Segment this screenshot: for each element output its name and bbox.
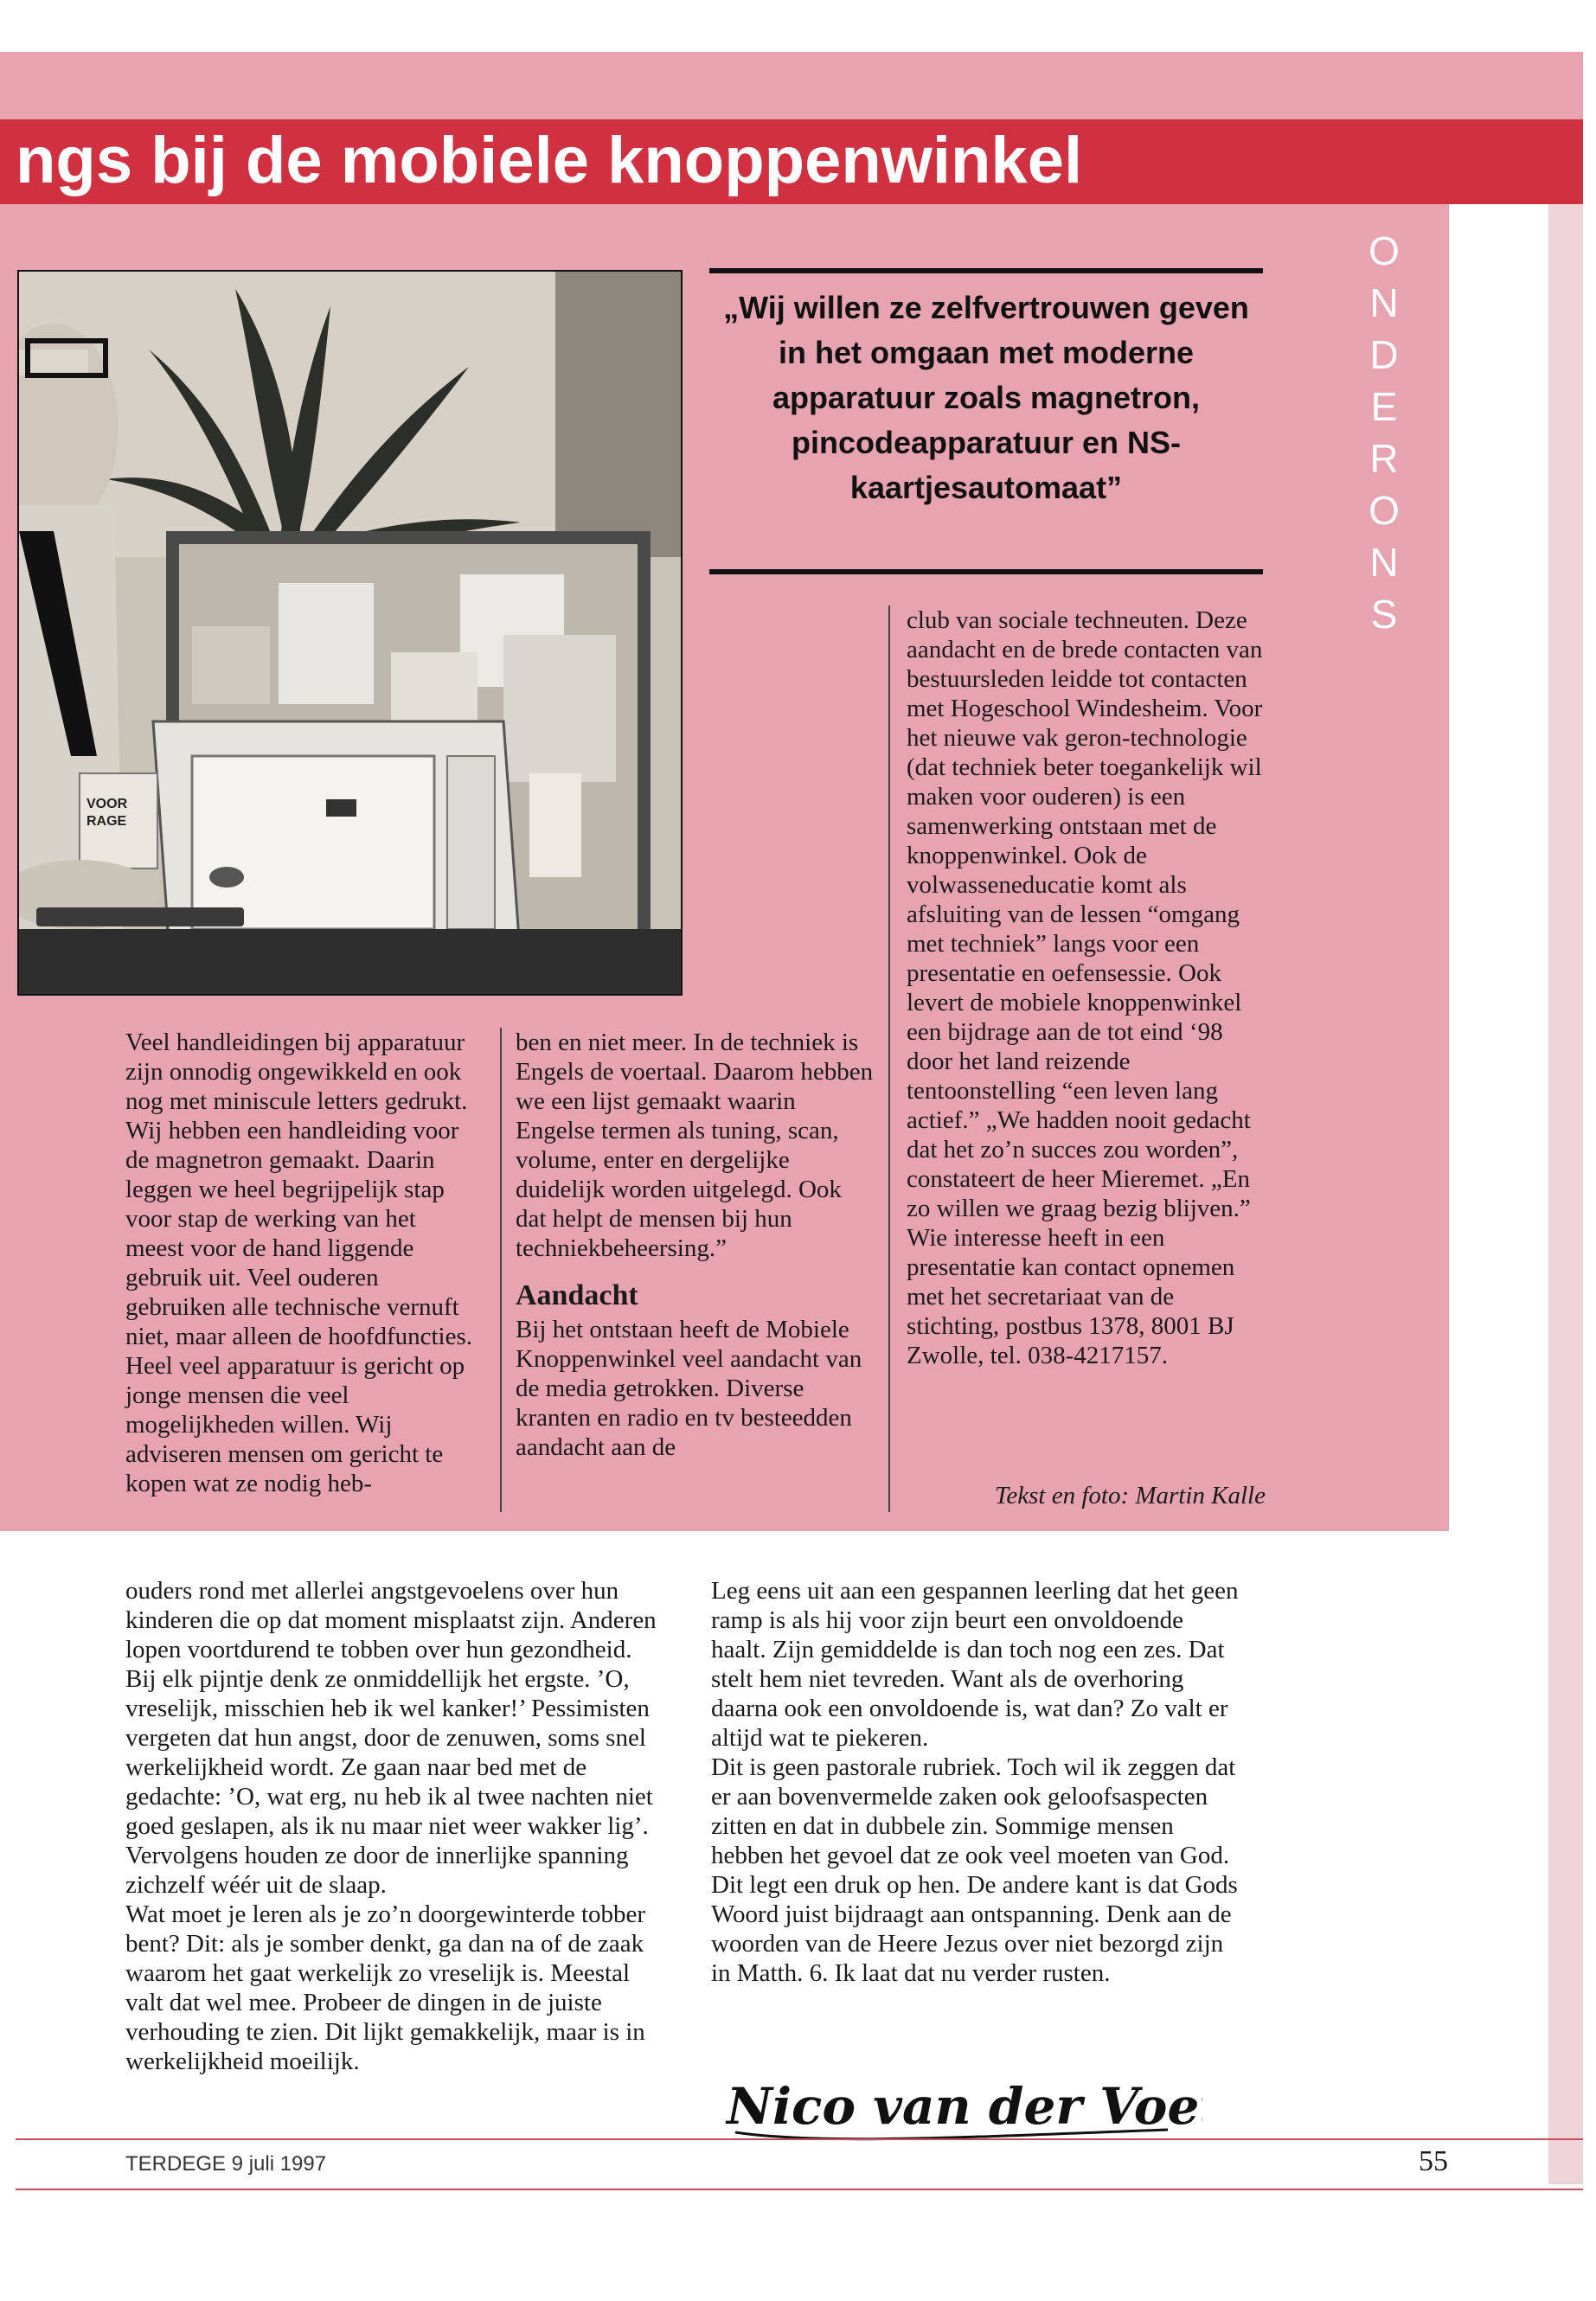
section-letter: S: [1370, 592, 1398, 637]
section-letter: N: [1369, 280, 1399, 325]
paragraph: ben en niet meer. In de techniek is Engels de voertaal. Daarom hebben we een lijst gemaakt waarin Engelse termen als tuning, scan, volume, enter en dergelijke duidelijk worden uitgelegd. Ook dat helpt de mensen bij hun techniekbeheersing.”: [516, 1029, 874, 1262]
paragraph: ouders rond met allerlei angstgevoelens over hun kinderen die op dat moment misplaatst zijn. Anderen lopen voortdurend te tobben over hun gezondheid. Bij elk pijntje denk ze onmiddellijk het ergste. ’O, vreselijk, misschien heb ik wel kanker!’ Pessimisten vergeten dat hun angst, door de zenuwen, soms snel werkelijkheid wordt. Ze gaan naar bed met de gedachte: ’O, wat erg, nu heb ik al twee nachten niet goed geslapen, als ik nu maar niet weer wakker lig’. Vervolgens houden ze door de innerlijke spanning zichzelf wéér uit de slaap.: [125, 1577, 657, 1899]
paragraph: Bij het ontstaan heeft de Mobiele Knoppenwinkel veel aandacht van de media getrokken. Diverse kranten en radio en tv besteedden aandacht aan de: [516, 1316, 862, 1461]
section-letter: N: [1369, 540, 1399, 585]
footer-page-number: 55: [1419, 2145, 1448, 2177]
paragraph: Leg eens uit aan een gespannen leerling dat het geen ramp is als hij voor zijn beurt een onvoldoende haalt. Zijn gemiddelde is dan toch nog een zes. Dat stelt hem niet tevreden. Want als de overhoring daarna ook een onvoldoende is, wat dan? Zo valt er altijd wat te piekeren.: [711, 1577, 1239, 1752]
section-letter: O: [1368, 228, 1400, 273]
lower-column-left: [125, 1576, 662, 2076]
article-column-1: [125, 1028, 480, 1498]
paragraph: Veel handleidingen bij apparatuur zijn onnodig ongewikkeld en ook nog met miniscule letters gedrukt. Wij hebben een handleiding voor de magnetron gemaakt. Daarin leggen we heel begrijpelijk stap voor stap de werking van het meest voor de hand liggende gebruik uit. Veel ouderen gebruiken alle technische vernuft niet, maar alleen de hoofdfuncties. Heel veel apparatuur is gericht op jonge mensen die veel mogelijkheden willen. Wij adviseren mensen om gericht te kopen wat ze nodig heb-: [125, 1029, 473, 1497]
section-letter: O: [1368, 488, 1400, 533]
column-divider: [888, 606, 890, 1512]
section-letter: R: [1369, 436, 1399, 481]
paragraph: Wat moet je leren als je zo’n doorgewinterde tobber bent? Dit: als je somber denkt, ga dan na of de zaak waarom het gaat werkelijk zo vreselijk is. Meestal valt dat wel mee. Probeer de dingen in de juiste verhouding te zien. Dit lijkt gemakkelijk, maar is in werkelijkheid moeilijk.: [125, 1900, 646, 2075]
photo-credit: Tekst en foto: Martin Kalle: [994, 1482, 1266, 1509]
quote-rule-bottom: [709, 569, 1263, 574]
photo-label-voor: VOOR: [87, 797, 128, 811]
section-label-vertical: [1358, 225, 1410, 640]
paragraph: club van sociale techneuten. Deze aandacht en de brede contacten van bestuursleden leidde tot contacten met Hogeschool Windesheim. Voor het nieuwe vak geron-technologie (dat techniek beter toegankelijk wil maken voor ouderen) is een samenwerking ontstaan met de knoppenwinkel. Ook de volwasseneducatie komt als afsluiting van de lessen “omgang met techniek” langs voor een presentatie en oefensessie. Ook levert de mobiele knoppenwinkel een bijdrage aan de tot eind ‘98 door het land reizende tentoonstelling “een leven lang actief.” „We hadden nooit gedacht dat het zo’n succes zou worden”, constateert de heer Mieremet. „En zo willen we graag bezig blijven.” Wie interesse heeft in een presentatie kan contact opnemen met het secretariaat van de stichting, postbus 1378, 8001 BJ Zwolle, tel. 038-4217157.: [907, 606, 1263, 1369]
footer-rule-bottom: [16, 2189, 1583, 2190]
right-edge-strip: [1548, 203, 1583, 2184]
lower-column-right: [711, 1576, 1239, 1988]
article-column-3: [907, 606, 1270, 1370]
footer-rule-top: [16, 2138, 1583, 2140]
article-title: ngs bij de mobiele knoppenwinkel: [16, 124, 1083, 197]
photo-illustration: [19, 272, 681, 994]
photo-label-rage: RAGE: [87, 814, 127, 829]
paragraph: Dit is geen pastorale rubriek. Toch wil ik zeggen dat er aan bovenvermelde zaken ook geloofsaspecten zitten en dat in dubbele zin. Sommige mensen hebben het gevoel dat ze ook veel moeten van God. Dit legt een druk op hen. De andere kant is dat Gods Woord juist bijdraagt aan ontspanning. Denk aan de woorden van de Heere Jezus over niet bezorgd zijn in Matth. 6. Ik laat dat nu verder rusten.: [711, 1753, 1238, 1987]
column-divider: [500, 1028, 502, 1512]
section-letter: E: [1370, 384, 1398, 429]
article-column-2: [516, 1028, 875, 1462]
signature-text: Nico van der Voet: [727, 2077, 1202, 2136]
quote-rule-top: [709, 268, 1263, 273]
pull-quote: „Wij willen ze zelfvertrouwen geven in het omgaan met moderne apparatuur zoals magnetron, pincodeapparatuur en NS-kaartjesautomaat”: [723, 290, 1249, 505]
footer-publication: TERDEGE 9 juli 1997: [125, 2152, 327, 2176]
article-photo: [17, 270, 683, 996]
section-letter: D: [1369, 332, 1399, 377]
subheading: Aandacht: [516, 1279, 638, 1311]
